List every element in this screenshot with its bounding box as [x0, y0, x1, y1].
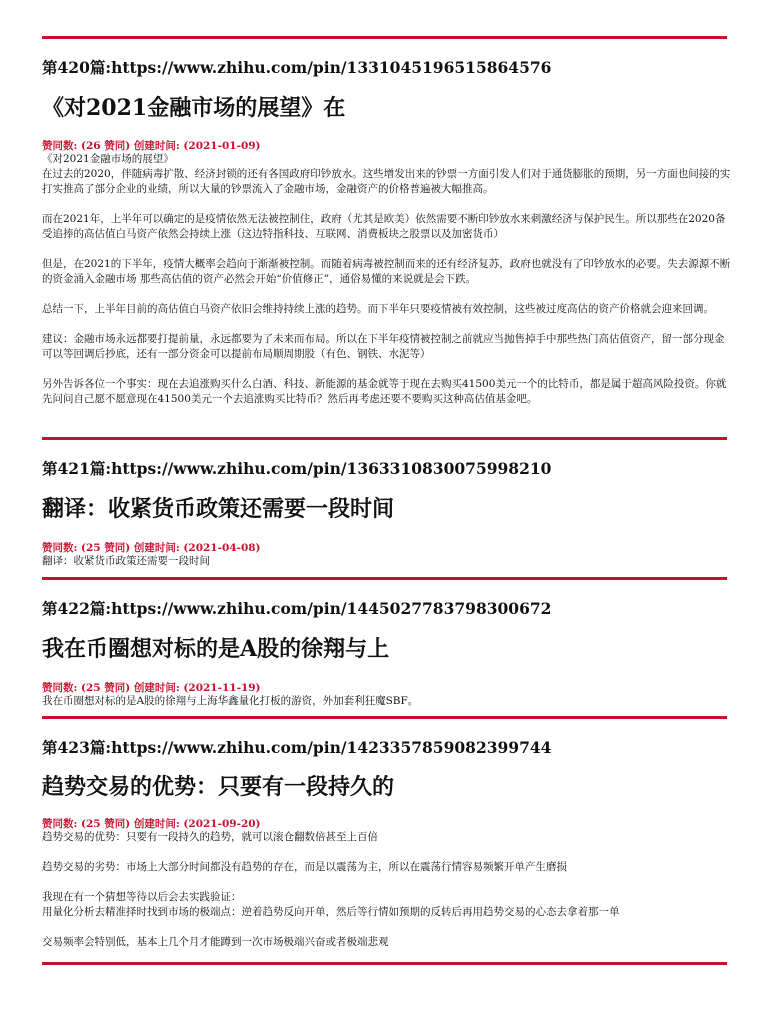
paragraph: 我现在有一个猜想等待以后会去实践验证： [42, 891, 242, 903]
paragraph: 用量化分析去精准择时找到市场的极端点：逆着趋势反向开单，然后等行情如预期的反转后再用趋势交易的心态去拿着那一单 [42, 906, 620, 918]
post-title-423: 趋势交易的优势：只要有一段持久的 [42, 774, 395, 800]
paragraph: 我在币圈想对标的是A股的徐翔与上海华鑫量化打板的游资，外加套利狂魔SBF。 [42, 695, 419, 707]
paragraph: 总结一下，上半年目前的高估值白马资产依旧会维持持续上涨的趋势。而下半年只要疫情被有效控制，这些被过度高估的资产价格就会迎来回调。 [42, 303, 714, 315]
section-divider [42, 962, 727, 965]
section-divider [42, 437, 727, 440]
post-body-422 [42, 694, 732, 709]
paragraph: 《对2021金融市场的展望》 [42, 153, 174, 165]
post-body-421 [42, 554, 732, 569]
paragraph: 另外告诉各位一个事实：现在去追涨购买什么白酒、科技、新能源的基金就等于现在去购买41500美元一个的比特币，都是属于超高风险投资。你就先问问自己愿不愿意现在41500美元一个去追涨购买比特币？然后再考虑还要不要购买这种高估值基金吧。 [42, 378, 727, 405]
post-title-422: 我在币圈想对标的是A股的徐翔与上 [42, 636, 390, 662]
section-divider [42, 577, 727, 580]
post-title-420: 《对2021金融市场的展望》在 [42, 95, 346, 121]
post-title-421: 翻译：收紧货币政策还需要一段时间 [42, 496, 395, 522]
post-body-423 [42, 830, 732, 950]
paragraph: 而在2021年，上半年可以确定的是疫情依然无法被控制住，政府（尤其是欧美）依然需要不断印钞放水来刺激经济与保护民生。所以那些在2020备受追捧的高估值白马资产依然会持续上涨（这边特指科技、互联网、消费板块之股票以及加密货币） [42, 213, 726, 240]
paragraph: 在过去的2020，伴随病毒扩散、经济封锁的还有各国政府印钞放水。这些增发出来的钞票一方面引发人们对于通货膨胀的预期，另一方面也间接的实打实推高了部分企业的业绩，所以大量的钞票流入了金融市场，金融资产的价格普遍被大幅推高。 [42, 168, 731, 195]
paragraph: 建议：金融市场永远都要打提前量，永远都要为了未来而布局。所以在下半年疫情被控制之前就应当抛售掉手中那些热门高估值资产，留一部分现金可以等回调后抄底，还有一部分资金可以提前布局顺周期股（有色、钢铁、水泥等） [42, 333, 725, 360]
paragraph: 翻译：收紧货币政策还需要一段时间 [42, 555, 210, 567]
post-meta-423: 赞同数: (25 赞同) 创建时间: (2021-09-20) [42, 818, 261, 830]
post-meta-420: 赞同数: (26 赞同) 创建时间: (2021-01-09) [42, 140, 261, 152]
post-header-420: 第420篇:https://www.zhihu.com/pin/1331045196515864576 [42, 58, 552, 77]
section-divider [42, 716, 727, 719]
post-header-422: 第422篇:https://www.zhihu.com/pin/1445027783798300672 [42, 599, 552, 618]
section-divider [42, 36, 727, 39]
post-header-423: 第423篇:https://www.zhihu.com/pin/1423357859082399744 [42, 738, 552, 757]
post-meta-422: 赞同数: (25 赞同) 创建时间: (2021-11-19) [42, 682, 261, 694]
post-body-420 [42, 152, 732, 422]
paragraph: 但是，在2021的下半年，疫情大概率会趋向于渐渐被控制。而随着病毒被控制而来的还有经济复苏，政府也就没有了印钞放水的必要。失去源源不断的资金涌入金融市场 那些高估值的资产必然会开始“价值修正”，通俗易懂的来说就是会下跌。 [42, 258, 731, 285]
post-meta-421: 赞同数: (25 赞同) 创建时间: (2021-04-08) [42, 542, 261, 554]
paragraph: 交易频率会特别低，基本上几个月才能蹲到一次市场极端兴奋或者极端悲观 [42, 936, 389, 948]
paragraph: 趋势交易的优势：只要有一段持久的趋势，就可以滚仓翻数倍甚至上百倍 [42, 831, 378, 843]
paragraph: 趋势交易的劣势：市场上大部分时间都没有趋势的存在，而是以震荡为主，所以在震荡行情容易频繁开单产生磨损 [42, 861, 567, 873]
post-header-421: 第421篇:https://www.zhihu.com/pin/1363310830075998210 [42, 459, 552, 478]
